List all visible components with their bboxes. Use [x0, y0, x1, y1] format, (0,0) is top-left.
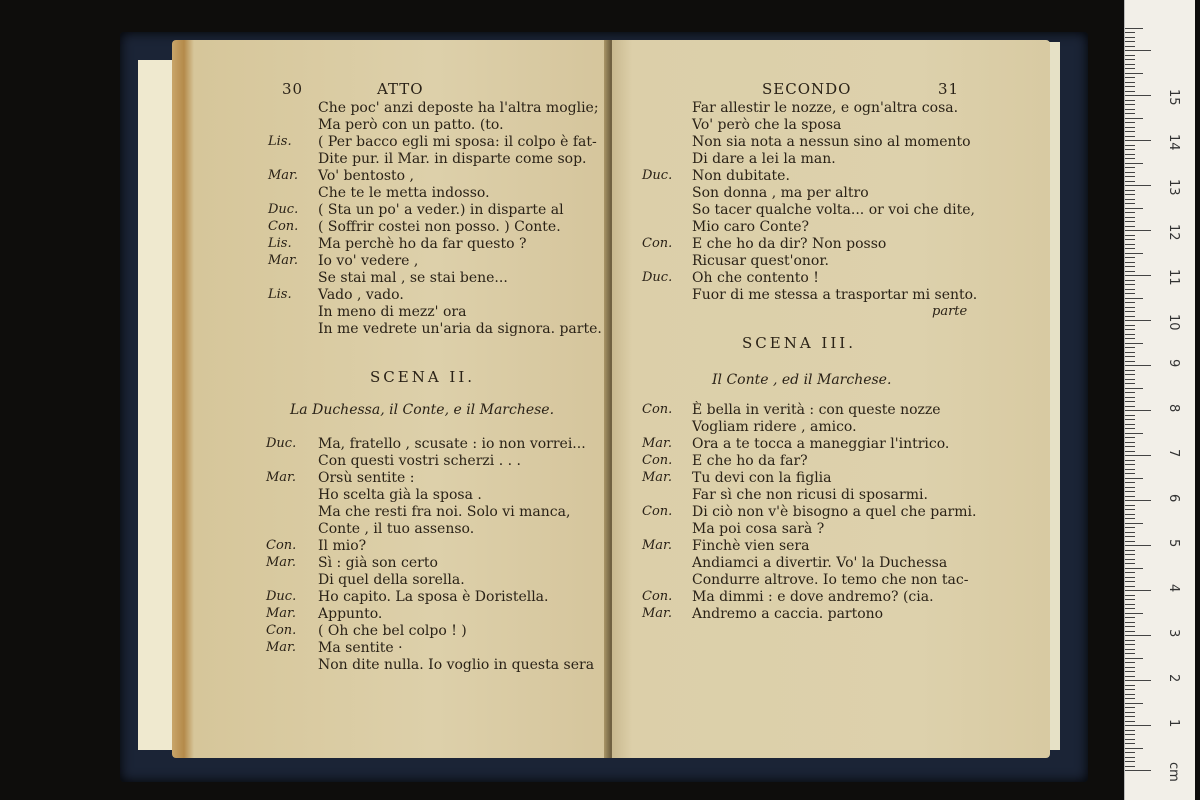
ruler-tick: [1125, 320, 1151, 321]
ruler-tick: [1125, 77, 1135, 78]
dialogue-line: Non sia nota a nessun sino al momento: [692, 134, 971, 150]
ruler-tick: [1125, 127, 1135, 128]
ruler-tick: [1125, 725, 1151, 726]
right-exit-note: parte: [932, 304, 968, 319]
ruler-tick: [1125, 685, 1135, 686]
speaker-label: Mar.: [266, 606, 296, 621]
ruler-tick: [1125, 734, 1135, 735]
ruler-number: 4: [1166, 584, 1181, 593]
ruler-tick: [1125, 365, 1151, 366]
dialogue-line: In meno di mezz' ora: [318, 304, 467, 320]
speaker-label: Mar.: [642, 606, 672, 621]
ruler-tick: [1125, 347, 1135, 348]
ruler-tick: [1125, 523, 1143, 524]
speaker-label: Duc.: [266, 589, 297, 604]
ruler-tick: [1125, 343, 1143, 344]
ruler-tick: [1125, 145, 1135, 146]
dialogue-line: Vado , vado.: [318, 287, 404, 303]
ruler-tick: [1125, 32, 1135, 33]
dialogue-line: Far allestir le nozze, e ogn'altra cosa.: [692, 100, 959, 116]
ruler-tick: [1125, 221, 1135, 222]
speaker-label: Con.: [266, 538, 297, 553]
ruler-tick: [1125, 388, 1143, 389]
ruler-tick: [1125, 266, 1135, 267]
speaker-label: Duc.: [642, 270, 673, 285]
ruler-tick: [1125, 568, 1143, 569]
ruler-unit: cm: [1166, 762, 1181, 782]
ruler-tick: [1125, 460, 1135, 461]
ruler-tick: [1125, 613, 1143, 614]
speaker-label: Duc.: [268, 202, 299, 217]
ruler-tick: [1125, 514, 1135, 515]
ruler-tick: [1125, 226, 1135, 227]
ruler-tick: [1125, 338, 1135, 339]
dialogue-line: Finchè vien sera: [692, 538, 810, 554]
ruler-tick: [1125, 356, 1135, 357]
ruler-tick: [1125, 518, 1135, 519]
ruler-tick: [1125, 572, 1135, 573]
ruler-tick: [1125, 262, 1135, 263]
ruler-tick: [1125, 451, 1135, 452]
speaker-label: Con.: [642, 504, 673, 519]
dialogue-line: Mio caro Conte?: [692, 219, 810, 235]
ruler-tick: [1125, 631, 1135, 632]
speaker-label: Mar.: [642, 538, 672, 553]
ruler-tick: [1125, 716, 1135, 717]
ruler-tick: [1125, 676, 1135, 677]
dialogue-line: Fuor di me stessa a trasportar mi sento.: [692, 287, 978, 303]
ruler-tick: [1125, 100, 1135, 101]
ruler-number: 5: [1166, 539, 1181, 548]
ruler-number: 11: [1166, 269, 1181, 286]
dialogue-line: Ora a te tocca a maneggiar l'intrico.: [692, 436, 950, 452]
ruler-tick: [1125, 397, 1135, 398]
measuring-ruler: [1124, 0, 1195, 800]
ruler-tick: [1125, 563, 1135, 564]
ruler-tick: [1125, 172, 1135, 173]
ruler-tick: [1125, 167, 1135, 168]
ruler-tick: [1125, 275, 1151, 276]
ruler-tick: [1125, 595, 1135, 596]
ruler-tick: [1125, 316, 1135, 317]
ruler-tick: [1125, 212, 1135, 213]
dialogue-line: ( Sta un po' a veder.) in disparte al: [318, 202, 564, 218]
ruler-tick: [1125, 464, 1135, 465]
dialogue-line: Ricusar quest'onor.: [692, 253, 829, 269]
ruler-tick: [1125, 154, 1135, 155]
ruler-tick: [1125, 586, 1135, 587]
ruler-number: 3: [1166, 629, 1181, 638]
ruler-tick: [1125, 95, 1151, 96]
ruler-tick: [1125, 604, 1135, 605]
ruler-tick: [1125, 581, 1135, 582]
ruler-tick: [1125, 761, 1135, 762]
dialogue-line: Vo' però che la sposa: [692, 117, 842, 133]
ruler-tick: [1125, 721, 1135, 722]
ruler-tick: [1125, 239, 1135, 240]
ruler-tick: [1125, 203, 1135, 204]
ruler-tick: [1125, 392, 1135, 393]
ruler-tick: [1125, 113, 1135, 114]
ruler-tick: [1125, 496, 1135, 497]
dialogue-line: Non dite nulla. Io voglio in questa sera: [318, 657, 595, 673]
ruler-tick: [1125, 559, 1135, 560]
ruler-tick: [1125, 752, 1135, 753]
ruler-tick: [1125, 415, 1135, 416]
ruler-tick: [1125, 500, 1151, 501]
ruler-tick: [1125, 136, 1135, 137]
ruler-tick: [1125, 311, 1135, 312]
ruler-tick: [1125, 406, 1135, 407]
ruler-number: 1: [1166, 719, 1181, 728]
ruler-tick: [1125, 55, 1135, 56]
dialogue-line: E che ho da far?: [692, 453, 808, 469]
dialogue-line: Ma, fratello , scusate : io non vorrei...: [318, 436, 586, 452]
dialogue-line: Dite pur. il Mar. in disparte come sop.: [318, 151, 587, 167]
ruler-tick: [1125, 698, 1135, 699]
right-scene-title: SCENA III.: [742, 334, 856, 352]
dialogue-line: Vogliam ridere , amico.: [692, 419, 857, 435]
dialogue-line: Ma dimmi : e dove andremo? (cia.: [692, 589, 934, 605]
left-page: [172, 40, 609, 758]
ruler-tick: [1125, 280, 1135, 281]
dialogue-line: Son donna , ma per altro: [692, 185, 869, 201]
ruler-tick: [1125, 28, 1143, 29]
ruler-tick: [1125, 253, 1143, 254]
ruler-tick: [1125, 199, 1135, 200]
ruler-tick: [1125, 509, 1135, 510]
dialogue-line: Ma sentite ·: [318, 640, 403, 656]
speaker-label: Mar.: [642, 436, 672, 451]
ruler-tick: [1125, 491, 1135, 492]
ruler-tick: [1125, 478, 1143, 479]
ruler-tick: [1125, 730, 1135, 731]
dialogue-line: Di dare a lei la man.: [692, 151, 836, 167]
ruler-tick: [1125, 50, 1151, 51]
ruler-tick: [1125, 158, 1135, 159]
ruler-tick: [1125, 190, 1135, 191]
ruler-tick: [1125, 635, 1151, 636]
ruler-tick: [1125, 541, 1135, 542]
ruler-tick: [1125, 329, 1135, 330]
ruler-number: 8: [1166, 404, 1181, 413]
ruler-tick: [1125, 302, 1135, 303]
ruler-tick: [1125, 487, 1135, 488]
ruler-tick: [1125, 644, 1135, 645]
ruler-tick: [1125, 590, 1151, 591]
ruler-tick: [1125, 743, 1135, 744]
ruler-tick: [1125, 46, 1135, 47]
speaker-label: Mar.: [268, 253, 298, 268]
ruler-tick: [1125, 662, 1135, 663]
left-running-head: ATTO: [377, 80, 424, 98]
dialogue-line: Che poc' anzi deposte ha l'altra moglie;: [318, 100, 599, 116]
ruler-tick: [1125, 608, 1135, 609]
speaker-label: Mar.: [268, 168, 298, 183]
dialogue-line: Orsù sentite :: [318, 470, 415, 486]
ruler-tick: [1125, 298, 1143, 299]
ruler-tick: [1125, 550, 1135, 551]
ruler-tick: [1125, 770, 1151, 771]
speaker-label: Mar.: [266, 555, 296, 570]
dialogue-line: ( Oh che bel colpo ! ): [318, 623, 467, 639]
dialogue-line: Io vo' vedere ,: [318, 253, 419, 269]
speaker-label: Lis.: [268, 134, 292, 149]
ruler-tick: [1125, 694, 1135, 695]
ruler-tick: [1125, 91, 1135, 92]
ruler-tick: [1125, 176, 1135, 177]
speaker-label: Con.: [642, 453, 673, 468]
dialogue-line: Ma però con un patto. (to.: [318, 117, 504, 133]
ruler-tick: [1125, 532, 1135, 533]
ruler-tick: [1125, 410, 1151, 411]
speaker-label: Con.: [642, 236, 673, 251]
ruler-tick: [1125, 703, 1143, 704]
ruler-tick: [1125, 748, 1143, 749]
ruler-number: 15: [1166, 89, 1181, 106]
ruler-tick: [1125, 428, 1135, 429]
right-page: [612, 40, 1050, 758]
ruler-tick: [1125, 140, 1151, 141]
ruler-tick: [1125, 370, 1135, 371]
dialogue-line: È bella in verità : con queste nozze: [692, 402, 941, 418]
ruler-number: 12: [1166, 224, 1181, 241]
ruler-tick: [1125, 622, 1135, 623]
ruler-tick: [1125, 671, 1135, 672]
ruler-tick: [1125, 424, 1135, 425]
ruler-tick: [1125, 149, 1135, 150]
ruler-tick: [1125, 181, 1135, 182]
ruler-tick: [1125, 383, 1135, 384]
ruler-tick: [1125, 118, 1143, 119]
dialogue-line: E che ho da dir? Non posso: [692, 236, 887, 252]
speaker-label: Lis.: [268, 287, 292, 302]
speaker-label: Con.: [266, 623, 297, 638]
ruler-tick: [1125, 41, 1135, 42]
ruler-tick: [1125, 131, 1135, 132]
dialogue-line: Ma poi cosa sarà ?: [692, 521, 825, 537]
ruler-tick: [1125, 653, 1135, 654]
ruler-tick: [1125, 325, 1135, 326]
dialogue-line: Vo' bentosto ,: [318, 168, 415, 184]
ruler-tick: [1125, 64, 1135, 65]
dialogue-line: Tu devi con la figlia: [692, 470, 832, 486]
ruler-tick: [1125, 257, 1135, 258]
ruler-number: 6: [1166, 494, 1181, 503]
ruler-tick: [1125, 419, 1135, 420]
dialogue-line: Condurre altrove. Io temo che non tac-: [692, 572, 969, 588]
ruler-tick: [1125, 554, 1135, 555]
ruler-tick: [1125, 217, 1135, 218]
ruler-tick: [1125, 122, 1135, 123]
dialogue-line: Andiamci a divertir. Vo' la Duchessa: [692, 555, 948, 571]
ruler-tick: [1125, 577, 1135, 578]
ruler-tick: [1125, 599, 1135, 600]
dialogue-line: ( Soffrir costei non posso. ) Conte.: [318, 219, 561, 235]
ruler-tick: [1125, 469, 1135, 470]
ruler-tick: [1125, 271, 1135, 272]
ruler-tick: [1125, 86, 1135, 87]
ruler-tick: [1125, 545, 1151, 546]
dialogue-line: Con questi vostri scherzi . . .: [318, 453, 521, 469]
dialogue-line: Andremo a caccia. partono: [692, 606, 884, 622]
dialogue-line: Se stai mal , se stai bene...: [318, 270, 508, 286]
ruler-tick: [1125, 208, 1143, 209]
ruler-tick: [1125, 649, 1135, 650]
speaker-label: Mar.: [642, 470, 672, 485]
ruler-tick: [1125, 680, 1151, 681]
ruler-tick: [1125, 352, 1135, 353]
dialogue-line: Conte , il tuo assenso.: [318, 521, 475, 537]
dialogue-line: Appunto.: [318, 606, 383, 622]
ruler-number: 9: [1166, 359, 1181, 368]
ruler-tick: [1125, 626, 1135, 627]
ruler-tick: [1125, 37, 1135, 38]
ruler-tick: [1125, 766, 1135, 767]
ruler-tick: [1125, 163, 1143, 164]
ruler-tick: [1125, 617, 1135, 618]
ruler-tick: [1125, 289, 1135, 290]
ruler-number: 7: [1166, 449, 1181, 458]
left-page-number: 30: [282, 80, 304, 98]
ruler-tick: [1125, 248, 1135, 249]
ruler-tick: [1125, 433, 1143, 434]
ruler-tick: [1125, 68, 1135, 69]
dialogue-line: In me vedrete un'aria da signora. parte.: [318, 321, 602, 337]
ruler-number: 13: [1166, 179, 1181, 196]
dialogue-line: Non dubitate.: [692, 168, 790, 184]
ruler-tick: [1125, 455, 1151, 456]
ruler-number: 14: [1166, 134, 1181, 151]
ruler-tick: [1125, 104, 1135, 105]
dialogue-line: Oh che contento !: [692, 270, 819, 286]
speaker-label: Mar.: [266, 470, 296, 485]
ruler-tick: [1125, 379, 1135, 380]
ruler-tick: [1125, 437, 1135, 438]
ruler-tick: [1125, 712, 1135, 713]
ruler-tick: [1125, 689, 1135, 690]
right-scene-cast: Il Conte , ed il Marchese.: [712, 372, 892, 388]
ruler-tick: [1125, 361, 1135, 362]
ruler-number: 2: [1166, 674, 1181, 683]
right-page-number: 31: [938, 80, 960, 98]
ruler-tick: [1125, 244, 1135, 245]
ruler-tick: [1125, 82, 1135, 83]
dialogue-line: Il mio?: [318, 538, 367, 554]
dialogue-line: So tacer qualche volta... or voi che dite,: [692, 202, 975, 218]
ruler-tick: [1125, 194, 1135, 195]
ruler-tick: [1125, 109, 1135, 110]
ruler-tick: [1125, 667, 1135, 668]
dialogue-line: Di ciò non v'è bisogno a quel che parmi.: [692, 504, 977, 520]
speaker-label: Con.: [642, 589, 673, 604]
dialogue-line: Ho scelta già la sposa .: [318, 487, 482, 503]
speaker-label: Duc.: [642, 168, 673, 183]
ruler-tick: [1125, 334, 1135, 335]
speaker-label: Con.: [642, 402, 673, 417]
ruler-tick: [1125, 473, 1135, 474]
ruler-tick: [1125, 185, 1151, 186]
ruler-tick: [1125, 658, 1143, 659]
dialogue-line: Ma che resti fra noi. Solo vi manca,: [318, 504, 571, 520]
right-running-head: SECONDO: [762, 80, 852, 98]
ruler-tick: [1125, 235, 1135, 236]
dialogue-line: Ma perchè ho da far questo ?: [318, 236, 527, 252]
ruler-tick: [1125, 757, 1135, 758]
ruler-tick: [1125, 536, 1135, 537]
ruler-tick: [1125, 284, 1135, 285]
ruler-tick: [1125, 482, 1135, 483]
dialogue-line: Che te le metta indosso.: [318, 185, 490, 201]
ruler-tick: [1125, 640, 1135, 641]
speaker-label: Lis.: [268, 236, 292, 251]
ruler-tick: [1125, 707, 1135, 708]
ruler-tick: [1125, 505, 1135, 506]
ruler-tick: [1125, 307, 1135, 308]
ruler-tick: [1125, 739, 1135, 740]
left-scene-cast: La Duchessa, il Conte, e il Marchese.: [290, 402, 555, 418]
dialogue-line: Sì : già son certo: [318, 555, 438, 571]
dialogue-line: Ho capito. La sposa è Doristella.: [318, 589, 549, 605]
dialogue-line: Far sì che non ricusi di sposarmi.: [692, 487, 928, 503]
ruler-tick: [1125, 230, 1151, 231]
ruler-tick: [1125, 59, 1135, 60]
ruler-tick: [1125, 442, 1135, 443]
dialogue-line: ( Per bacco egli mi sposa: il colpo è fat-: [318, 134, 597, 150]
speaker-label: Duc.: [266, 436, 297, 451]
ruler-tick: [1125, 73, 1143, 74]
speaker-label: Mar.: [266, 640, 296, 655]
ruler-tick: [1125, 293, 1135, 294]
ruler-tick: [1125, 527, 1135, 528]
speaker-label: Con.: [268, 219, 299, 234]
ruler-number: 10: [1166, 314, 1181, 331]
dialogue-line: Di quel della sorella.: [318, 572, 465, 588]
left-scene-title: SCENA II.: [370, 368, 476, 386]
ruler-tick: [1125, 374, 1135, 375]
ruler-tick: [1125, 446, 1135, 447]
ruler-tick: [1125, 401, 1135, 402]
